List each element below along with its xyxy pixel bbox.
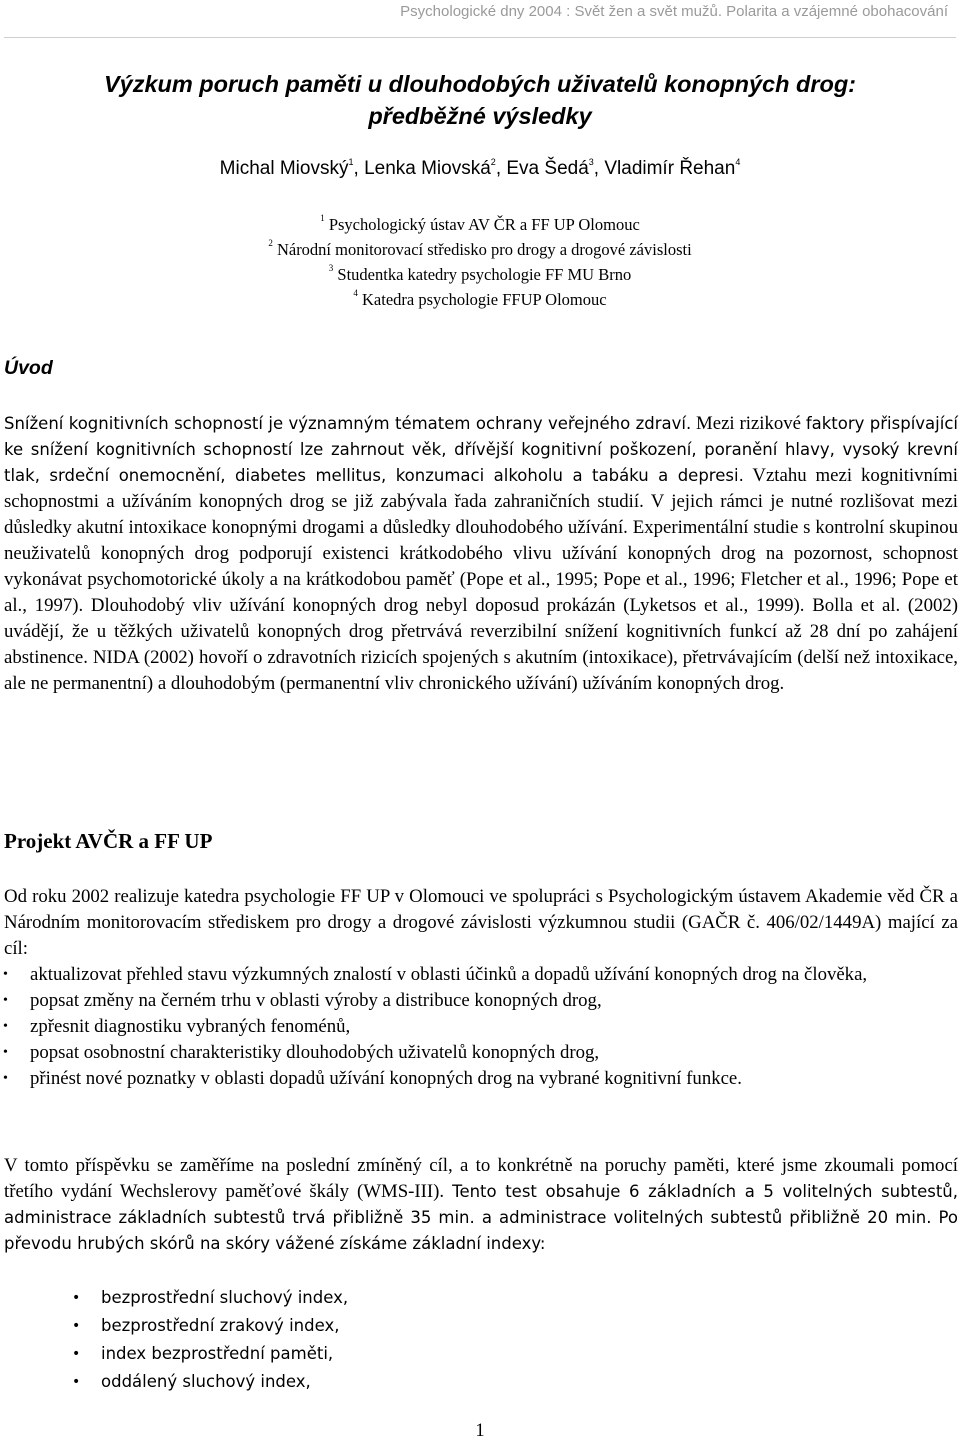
intro-text-part-2: Vztahu mezi kognitivními schopnostmi a užíváním konopných drog se již zabývala řada zahraničních studií. V jejich rámci je nutné rozlišovat mezi důsledky akutní intoxikace konopnými drogami a důsledky dlouhodobého užívání. Experimentální studie s kontrolní skupinou neuživatelů konopných drog podporují existenci krátkodobého vlivu užívání konopných drog na pozornost, schopnost vykonávat psychomotorické úkoly a na krátkodobou paměť (Pope et al., 1995; Pope et al., 1996; Fletcher et al., 1996; Pope et al., 1997). Dlouhodobý vliv užívání konopných drog nebyl doposud prokázán (Lyketsos et al., 1999). Bolla et al. (2002) uvádějí, že u těžkých uživatelů konopných drog přetrvává reverzibilní snížení kognitivních funkcí až 28 dní po zahájení abstinence. NIDA (2002) hovoří o zdravotních rizicích spojených s akutním (intoxikace), přetrvávajícím (delší než intoxikace, ale ne permanentní) a dlouhodobým (permanentní vliv chronického užívání) užíváním konopných drog. [4,465,958,694]
intro-lead-sentence: Snížení kognitivních schopností je významným tématem ochrany veřejného zdraví. [4,414,692,433]
affiliation-mark: 3 [328,263,334,273]
affiliation-text: Národní monitorovací středisko pro drogy a drogové závislosti [276,240,692,259]
title-line-1: Výzkum poruch paměti u dlouhodobých uživatelů konopných drog: [103,71,857,97]
section-heading-project: Projekt AVČR a FF UP [4,829,213,853]
paper-title [0,68,960,132]
section-heading-intro: Úvod [4,357,53,379]
list-item: • oddálený sluchový index, [101,1368,801,1396]
title-line-2: předběžné výsledky [368,103,592,129]
author-affiliation-mark: 1 [348,157,354,167]
affiliation-mark: 2 [268,238,273,248]
project-goals-list [30,962,958,1092]
list-item: • popsat změny na černém trhu v oblasti výroby a distribuce konopných drog, [30,988,958,1014]
affiliation-list [0,212,960,312]
affiliation-mark: 4 [353,288,358,298]
intro-risk-factors: faktory přispívající ke snížení kognitivních schopností lze zahrnout věk, dřívější kognitivní poškození, poranění hlavy, vysoký krevní tlak, srdeční onemocnění, diabetes mellitus, konzumaci alkoholu a tabáku a depresi. [4,414,958,485]
affiliation-item [0,287,960,312]
author-list: Michal Miovský$^1$, Lenka Miovská$^2$, Eva Šedá$^3$, Vladimír Řehan$^4$ [219,157,741,179]
index-list [101,1284,801,1396]
intro-text-part-1: Mezi rizikové [696,413,801,434]
context-test-description: Tento test obsahuje 6 základních a 5 volitelných subtestů, administrace základních subtestů trvá přibližně 35 min. a administrace volitelných subtestů přibližně 20 min. Po převodu hrubých skórů na skóry vážené získáme základní indexy: [4,1182,959,1253]
context-text-part-1: V tomto příspěvku se zaměříme na poslední zmíněný cíl, a to konkrétně na poruchy paměti, které jsme zkoumali pomocí třetího vydání Wechslerovy paměťové škály (WMS-III). [4,1155,958,1202]
context-paragraph [4,1153,958,1257]
author-name: Lenka Miovská [364,158,491,179]
author-name: Michal Miovský [219,158,349,179]
author-affiliation-mark: 3 [588,157,594,167]
list-item: • aktualizovat přehled stavu výzkumných znalostí v oblasti účinků a dopadů užívání konopných drog na člověka, [30,962,958,988]
affiliation-text: Katedra psychologie FFUP Olomouc [362,290,607,309]
header-rule [4,37,956,38]
list-item: • index bezprostřední paměti, [101,1340,801,1368]
running-header: Psychologické dny 2004 : Svět žen a svět mužů. Polarita a vzájemné obohacování [400,3,948,20]
affiliation-mark: 1 [320,213,325,223]
project-paragraph: Od roku 2002 realizuje katedra psychologie FF UP v Olomouci ve spolupráci s Psychologickým ústavem Akademie věd ČR a Národním monitorovacím střediskem pro drogy a drogové závislosti výzkumnou studii (GAČR č. 406/02/1449A) mající za cíl: [4,886,958,959]
list-item: • přinést nové poznatky v oblasti dopadů užívání konopných drog na vybrané kognitivní funkce. [30,1066,958,1092]
affiliation-item [0,262,960,287]
affiliation-item [0,237,960,262]
page-number: 1 [475,1421,485,1441]
affiliation-text: Psychologický ústav AV ČR a FF UP Olomouc [328,215,640,234]
author-name: Eva Šedá [506,158,589,179]
author-name: Vladimír Řehan [604,158,736,179]
list-item: • popsat osobnostní charakteristiky dlouhodobých uživatelů konopných drog, [30,1040,958,1066]
list-item: • zpřesnit diagnostiku vybraných fenoménů, [30,1014,958,1040]
author-affiliation-mark: 2 [490,157,496,167]
affiliation-text: Studentka katedry psychologie FF MU Brno [337,265,632,284]
affiliation-item [0,212,960,237]
author-affiliation-mark: 4 [735,157,741,167]
list-item: • bezprostřední sluchový index, [101,1284,801,1312]
intro-paragraph [4,411,958,697]
list-item: • bezprostřední zrakový index, [101,1312,801,1340]
